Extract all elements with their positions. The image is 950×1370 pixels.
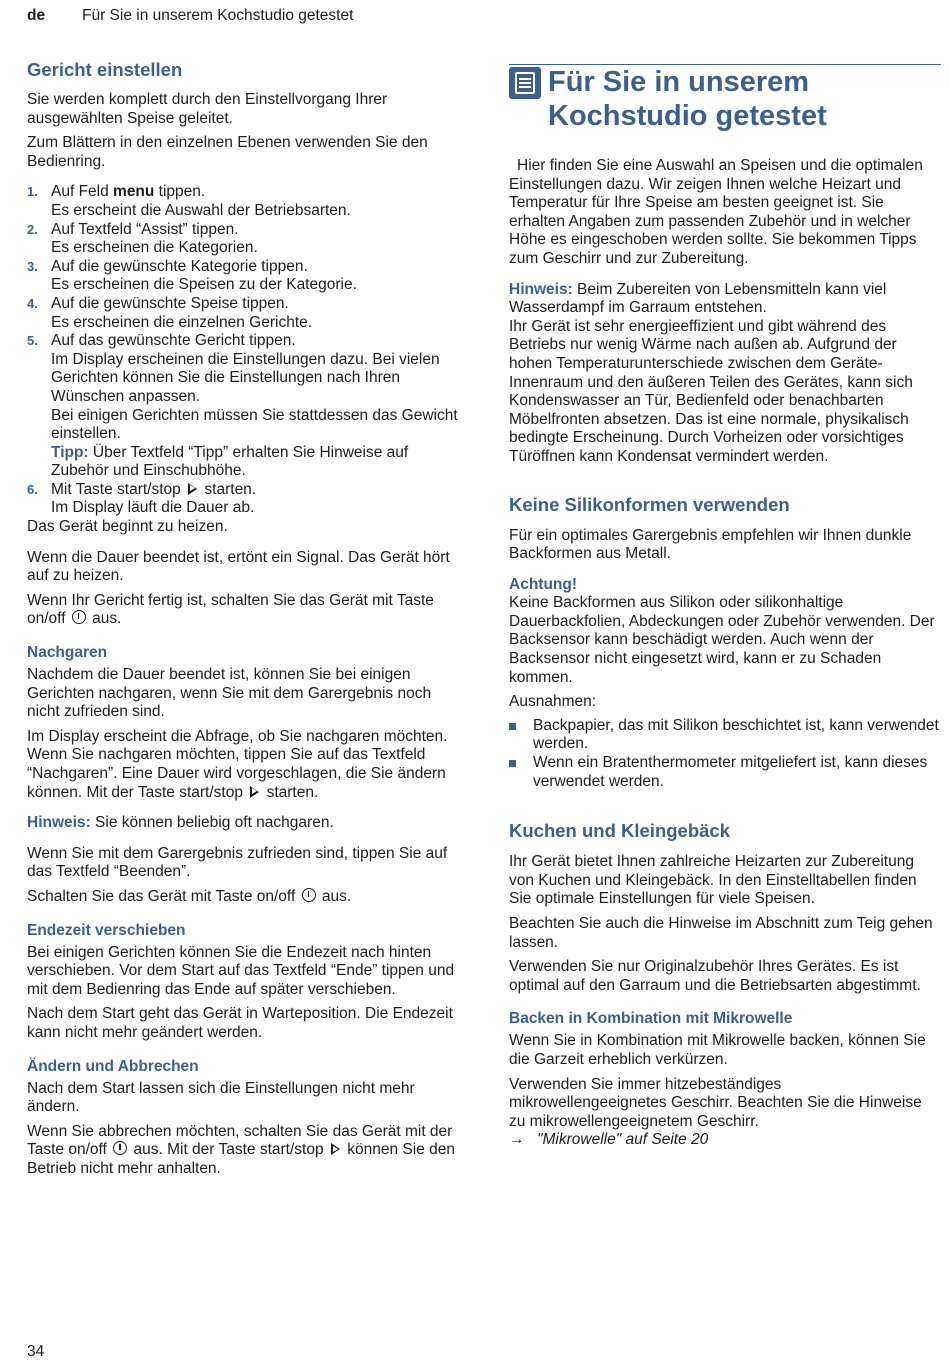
hinweis-label: Hinweis: xyxy=(509,280,573,298)
heading-backen-mikrowelle: Backen in Kombination mit Mikrowelle xyxy=(509,1010,793,1028)
step-result: Es erscheinen die einzelnen Gerichte. xyxy=(51,313,313,331)
start-stop-icon xyxy=(331,1143,340,1155)
heading-aendern-abbrechen: Ändern und Abbrechen xyxy=(27,1057,199,1075)
book-icon xyxy=(509,67,541,99)
paragraph: Wenn Sie mit dem Garergebnis zufrieden sind, tippen Sie auf das Textfeld “Beenden”. xyxy=(27,844,448,881)
power-icon xyxy=(302,888,316,902)
step-item xyxy=(27,332,467,481)
heading-gericht-einstellen: Gericht einstellen xyxy=(27,59,183,80)
paragraph: Wenn Ihr Gericht fertig ist, schalten Sie das Gerät mit Taste on/off aus. xyxy=(27,591,434,628)
heading-nachgaren: Nachgaren xyxy=(27,644,108,662)
paragraph: Ihr Gerät bietet Ihnen zahlreiche Heizarten zur Zubereitung von Kuchen und Kleingebäck. In den Einstelltabellen finden Sie optimale Einstellungen für viele Speisen. xyxy=(509,853,917,908)
language-code: de xyxy=(27,7,46,24)
step-result: Es erscheinen die Kategorien. xyxy=(51,239,258,257)
power-icon xyxy=(72,610,86,624)
paragraph: Im Display erscheint die Abfrage, ob Sie nachgaren möchten. Wenn Sie nachgaren möchten, tippen Sie auf das Textfeld “Nachgaren”. Eine Dauer wird vorgeschlagen, die Sie ändern können. Mit der Taste start/stop starten. xyxy=(27,727,448,801)
hinweis-note: Hinweis: Beim Zubereiten von Lebensmitteln kann viel Wasserdampf im Garraum entstehen. xyxy=(509,280,887,317)
heading-endezeit: Endezeit verschieben xyxy=(27,921,186,939)
paragraph: Sie werden komplett durch den Einstellvorgang Ihrer ausgewählten Speise geleitet. xyxy=(27,91,388,127)
menu-key-label: menu xyxy=(113,183,155,201)
step-action: Mit Taste start/stop starten. xyxy=(51,480,257,498)
step-item xyxy=(27,183,467,220)
paragraph: Hier finden Sie eine Auswahl an Speisen und die optimalen Einstellungen dazu. Wir zeigen Ihnen welche Heizart und Temperatur für Ihre Speise am besten geeignet ist. Sie erhalten Angaben zum passenden Zubehör und in welcher Höhe es eingeschoben werden sollte. Sie bekommen Tipps zum Geschirr und zur Zubereitung. xyxy=(509,157,923,267)
step-action: Auf die gewünschte Speise tippen. xyxy=(51,294,289,312)
chapter-title: Für Sie in unserem Kochstudio getestet xyxy=(548,66,827,132)
step-result: Es erscheinen die Speisen zu der Kategorie. xyxy=(51,276,357,294)
running-title: Für Sie in unserem Kochstudio getestet xyxy=(82,7,354,24)
paragraph: Zum Blättern in den einzelnen Ebenen verwenden Sie den Bedienring. xyxy=(27,134,428,170)
page-header xyxy=(27,7,354,25)
left-column xyxy=(27,58,467,1185)
step-action: Auf Textfeld “Assist” tippen. xyxy=(51,220,239,238)
step-number: 3. xyxy=(27,258,38,274)
paragraph: Wenn Sie in Kombination mit Mikrowelle backen, können Sie die Garzeit erheblich verkürzen. xyxy=(509,1032,926,1068)
list-item: Backpapier, das mit Silikon beschichtet ist, kann verwendet werden. xyxy=(509,717,941,754)
step-item xyxy=(27,481,467,518)
heading-silikonformen: Keine Silikonformen verwenden xyxy=(509,493,790,515)
power-icon xyxy=(113,1141,127,1155)
step-result: Im Display erscheinen die Einstellungen dazu. Bei vielen Gerichten können Sie die Einstellungen nach Ihren Wünschen anpassen. xyxy=(51,350,440,405)
step-action: Auf die gewünschte Kategorie tippen. xyxy=(51,257,308,275)
page-number: 34 xyxy=(27,1343,45,1360)
step-number: 1. xyxy=(27,184,38,200)
arrow-right-icon: → xyxy=(509,1131,525,1149)
step-number: 5. xyxy=(27,333,38,349)
heading-kuchen: Kuchen und Kleingebäck xyxy=(509,820,731,842)
hinweis-label: Hinweis: xyxy=(27,814,91,832)
paragraph: Wenn Sie abbrechen möchten, schalten Sie das Gerät mit der Taste on/off aus. Mit der Taste start/stop können Sie den Betrieb nicht mehr anhalten. xyxy=(27,1122,455,1177)
step-number: 2. xyxy=(27,221,38,237)
paragraph: Bei einigen Gerichten können Sie die Endezeit nach hinten verschieben. Vor dem Start auf das Textfeld “Ende” tippen und mit dem Bedienring das Ende auf später verschieben. xyxy=(27,943,455,998)
paragraph: Wenn die Dauer beendet ist, ertönt ein Signal. Das Gerät hört auf zu heizen. xyxy=(27,548,450,585)
hinweis-note: Hinweis: Sie können beliebig oft nachgaren. xyxy=(27,814,334,832)
paragraph: Nach dem Start geht das Gerät in Warteposition. Die Endezeit kann nicht mehr geändert werden. xyxy=(27,1005,453,1041)
paragraph: Ihr Gerät ist sehr energieeffizient und gibt während des Betriebs nur wenig Wärme nach außen ab. Aufgrund der hohen Temperaturunterschiede zwischen dem Geräte-Innenraum und den äußeren Teilen des Gerätes, kann sich Kondenswasser an Tür, Bedienfeld oder benachbarten Möbelfronten absetzen. Das ist eine normale, physikalisch bedingte Erscheinung. Durch Vorheizen oder vorsichtiges Türöffnen kann Kondensat vermindert werden. xyxy=(509,317,913,465)
paragraph: Schalten Sie das Gerät mit Taste on/off aus. xyxy=(27,887,352,905)
instruction-steps xyxy=(27,183,467,518)
step-number: 4. xyxy=(27,295,38,311)
list-item: Wenn ein Bratenthermometer mitgeliefert ist, kann dieses verwendet werden. xyxy=(509,754,941,791)
paragraph: Keine Backformen aus Silikon oder silikonhaltige Dauerbackfolien, Abdeckungen oder Zubehör verwenden. Der Backsensor kann beschädigt werden. Auch wenn der Backsensor nicht eingesetzt wird, kann er zu Schaden kommen. xyxy=(509,594,935,686)
paragraph: Verwenden Sie immer hitzebeständiges mikrowellengeeignetes Geschirr. Beachten Sie die Hinweise zu mikrowellengeeignetem Geschirr. xyxy=(509,1075,922,1130)
start-stop-icon xyxy=(188,483,197,495)
step-result: Bei einigen Gerichten müssen Sie stattdessen das Gewicht einstellen. xyxy=(51,406,458,443)
paragraph: Das Gerät beginnt zu heizen. xyxy=(27,518,228,536)
paragraph: Nachdem die Dauer beendet ist, können Sie bei einigen Gerichten nachgaren, wenn Sie mit dem Garergebnis noch nicht zufrieden sind. xyxy=(27,666,432,721)
step-result: Es erscheint die Auswahl der Betriebsarten. xyxy=(51,201,351,219)
tip-note: Tipp: Über Textfeld “Tipp” erhalten Sie Hinweise auf Zubehör und Einschubhöhe. xyxy=(51,443,409,480)
chapter-header xyxy=(509,64,941,133)
achtung-label: Achtung! xyxy=(509,575,578,593)
paragraph: Ausnahmen: xyxy=(509,693,597,711)
start-stop-icon xyxy=(250,786,259,798)
step-item xyxy=(27,295,467,332)
right-column xyxy=(509,64,941,1156)
step-action: Auf das gewünschte Gericht tippen. xyxy=(51,332,296,350)
exceptions-list xyxy=(509,717,941,791)
tip-label: Tipp: xyxy=(51,443,89,461)
paragraph: Nach dem Start lassen sich die Einstellungen nicht mehr ändern. xyxy=(27,1079,415,1116)
step-result: Im Display läuft die Dauer ab. xyxy=(51,499,255,517)
step-number: 6. xyxy=(27,481,38,497)
step-item xyxy=(27,221,467,258)
paragraph: Für ein optimales Garergebnis empfehlen wir Ihnen dunkle Backformen aus Metall. xyxy=(509,526,912,563)
step-item xyxy=(27,258,467,295)
cross-reference-link[interactable]: → "Mikrowelle" auf Seite 20 xyxy=(509,1131,709,1149)
paragraph: Beachten Sie auch die Hinweise im Abschnitt zum Teig gehen lassen. xyxy=(509,915,933,951)
paragraph: Verwenden Sie nur Originalzubehör Ihres Gerätes. Es ist optimal auf den Garraum und die Betriebsarten abgestimmt. xyxy=(509,958,921,994)
step-action: Auf Feld menu tippen. xyxy=(51,183,206,201)
